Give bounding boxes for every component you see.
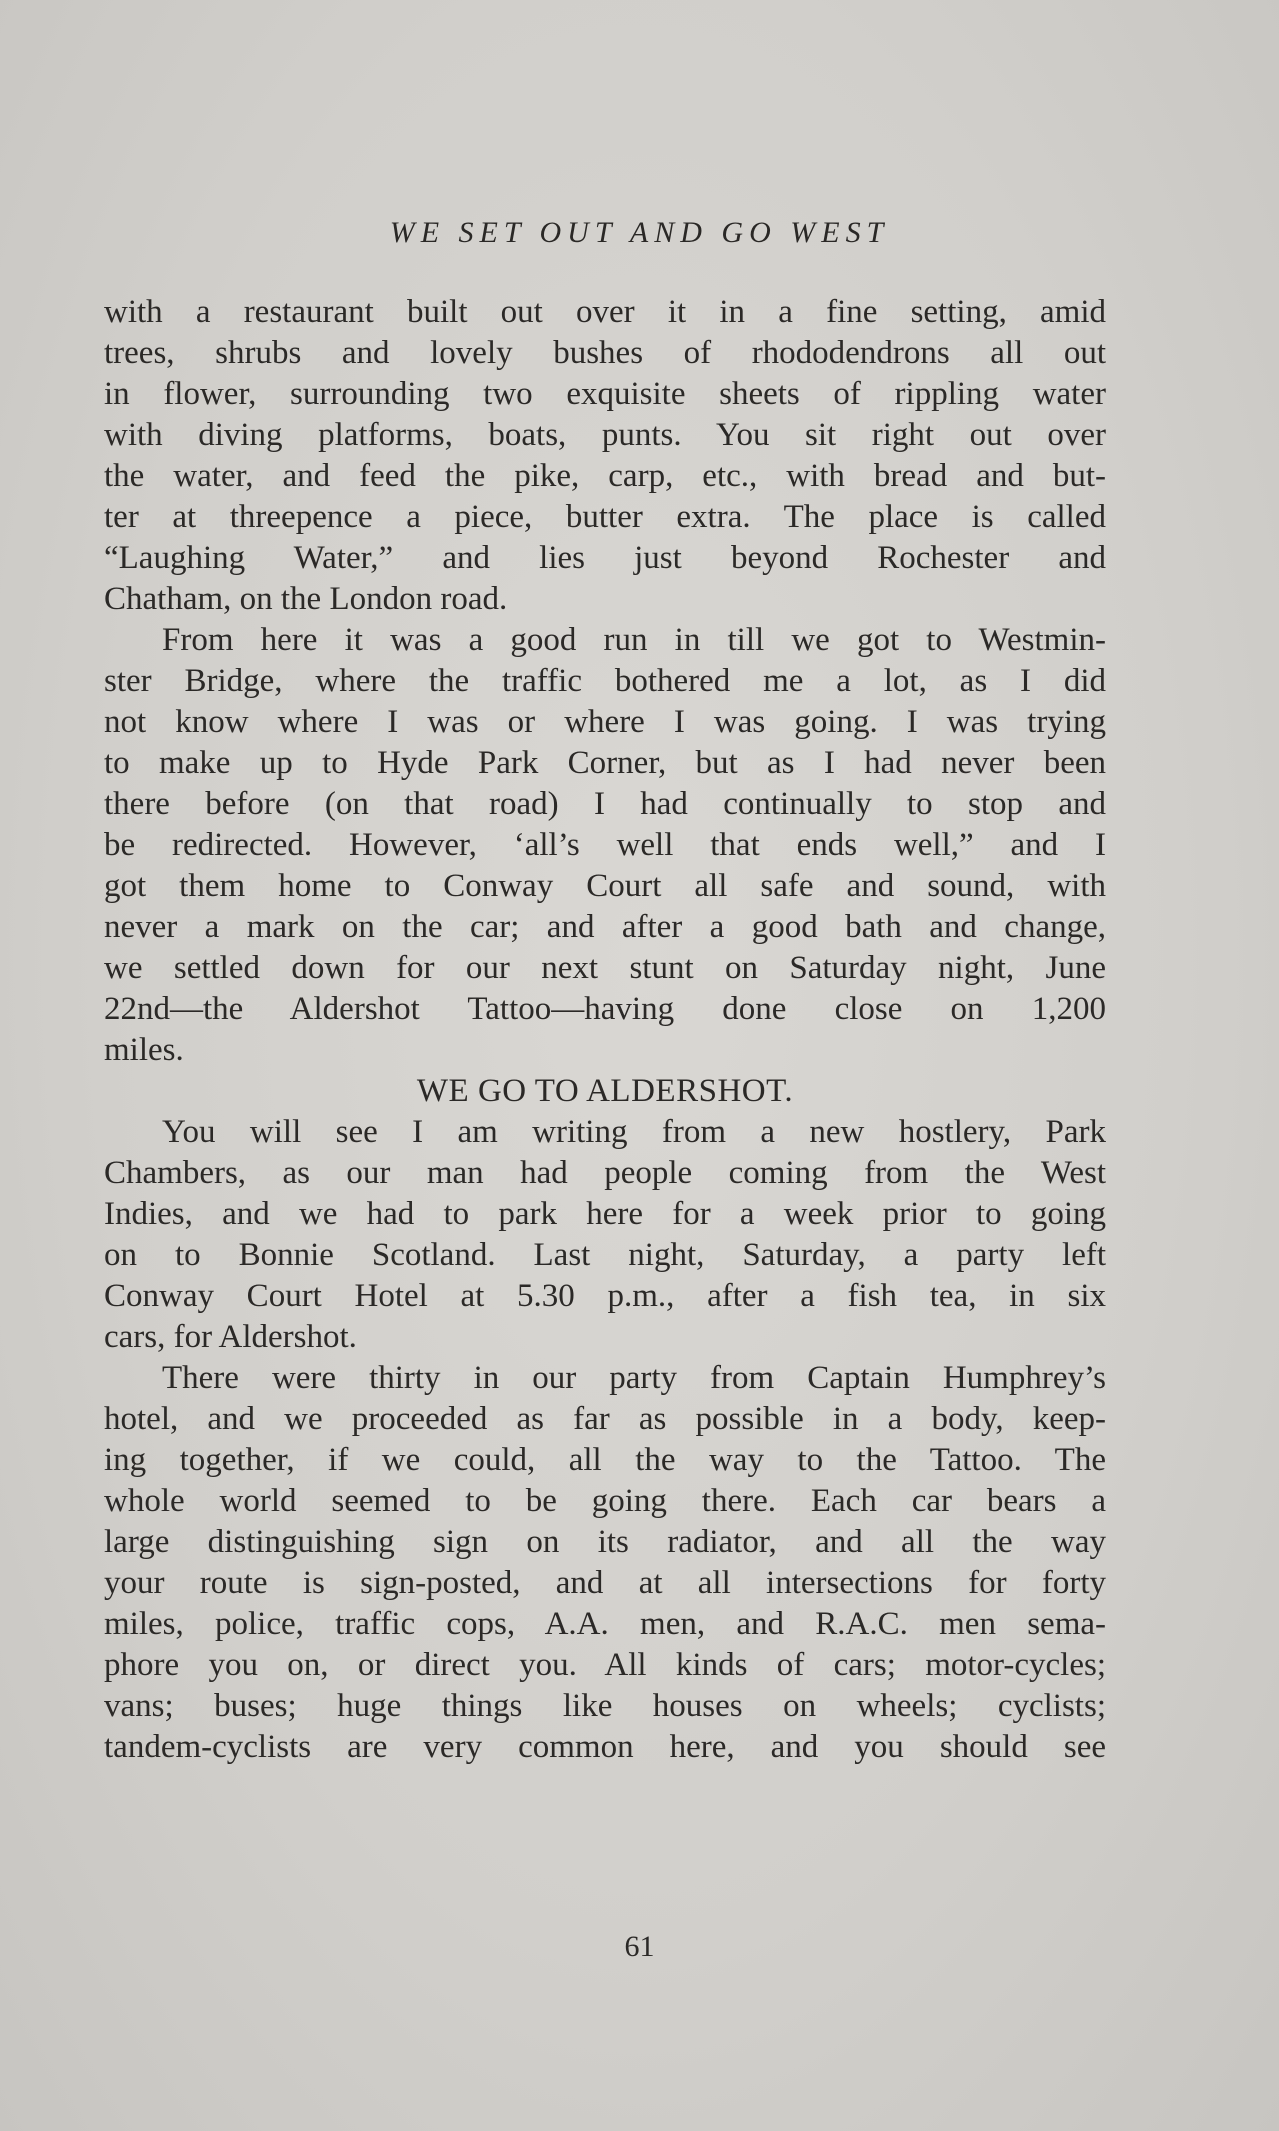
text-line: There were thirty in our party from Captain Humphrey’s (162, 1360, 1106, 1396)
body-text (104, 292, 1106, 1768)
text-line: Chambers, as our man had people coming from the West (104, 1155, 1106, 1191)
paragraph-3 (104, 1112, 1106, 1358)
text-line: not know where I was or where I was going. I was trying (104, 704, 1106, 740)
text-line: to make up to Hyde Park Corner, but as I had never been (104, 745, 1106, 781)
text-line: trees, shrubs and lovely bushes of rhododendrons all out (104, 335, 1106, 371)
text-line: miles, police, traffic cops, A.A. men, and R.A.C. men sema- (104, 1606, 1106, 1642)
text-line: never a mark on the car; and after a good bath and change, (104, 909, 1106, 945)
text-line: tandem-cyclists are very common here, and you should see (104, 1729, 1106, 1765)
text-line: ter at threepence a piece, butter extra. The place is called (104, 499, 1106, 535)
text-line: From here it was a good run in till we got to Westmin- (162, 622, 1106, 658)
text-line: Conway Court Hotel at 5.30 p.m., after a fish tea, in six (104, 1278, 1106, 1314)
text-line: be redirected. However, ‘all’s well that ends well,” and I (104, 827, 1106, 863)
text-line: your route is sign-posted, and at all intersections for forty (104, 1565, 1106, 1601)
text-line: Chatham, on the London road. (104, 581, 508, 617)
text-line: whole world seemed to be going there. Each car bears a (104, 1483, 1106, 1519)
text-line: we settled down for our next stunt on Saturday night, June (104, 950, 1106, 986)
page-number: 61 (624, 1930, 655, 1963)
text-line: Indies, and we had to park here for a week prior to going (104, 1196, 1106, 1232)
text-line: the water, and feed the pike, carp, etc., with bread and but- (104, 458, 1106, 494)
text-line: cars, for Aldershot. (104, 1319, 357, 1355)
running-head: WE SET OUT AND GO WEST (389, 216, 890, 249)
paragraph-1 (104, 292, 1106, 620)
text-line: with a restaurant built out over it in a fine setting, amid (104, 294, 1106, 330)
text-line: phore you on, or direct you. All kinds of cars; motor-cycles; (104, 1647, 1106, 1683)
text-line: there before (on that road) I had continually to stop and (104, 786, 1106, 822)
text-line: with diving platforms, boats, punts. You sit right out over (104, 417, 1106, 453)
text-line: “Laughing Water,” and lies just beyond Rochester and (104, 540, 1106, 576)
text-line: vans; buses; huge things like houses on wheels; cyclists; (104, 1688, 1106, 1724)
text-line: got them home to Conway Court all safe and sound, with (104, 868, 1106, 904)
text-line: miles. (104, 1032, 184, 1068)
text-line: large distinguishing sign on its radiator, and all the way (104, 1524, 1106, 1560)
text-line: ster Bridge, where the traffic bothered me a lot, as I did (104, 663, 1106, 699)
text-line: ing together, if we could, all the way to the Tattoo. The (104, 1442, 1106, 1478)
paragraph-2 (104, 620, 1106, 1071)
text-line: You will see I am writing from a new hostlery, Park (162, 1114, 1106, 1150)
text-line: 22nd—the Aldershot Tattoo—having done close on 1,200 (104, 991, 1106, 1027)
text-line: on to Bonnie Scotland. Last night, Saturday, a party left (104, 1237, 1106, 1273)
section-heading: WE GO TO ALDERSHOT. (416, 1073, 794, 1109)
text-line: in flower, surrounding two exquisite sheets of rippling water (104, 376, 1106, 412)
paragraph-4 (104, 1358, 1106, 1768)
text-line: hotel, and we proceeded as far as possible in a body, keep- (104, 1401, 1106, 1437)
